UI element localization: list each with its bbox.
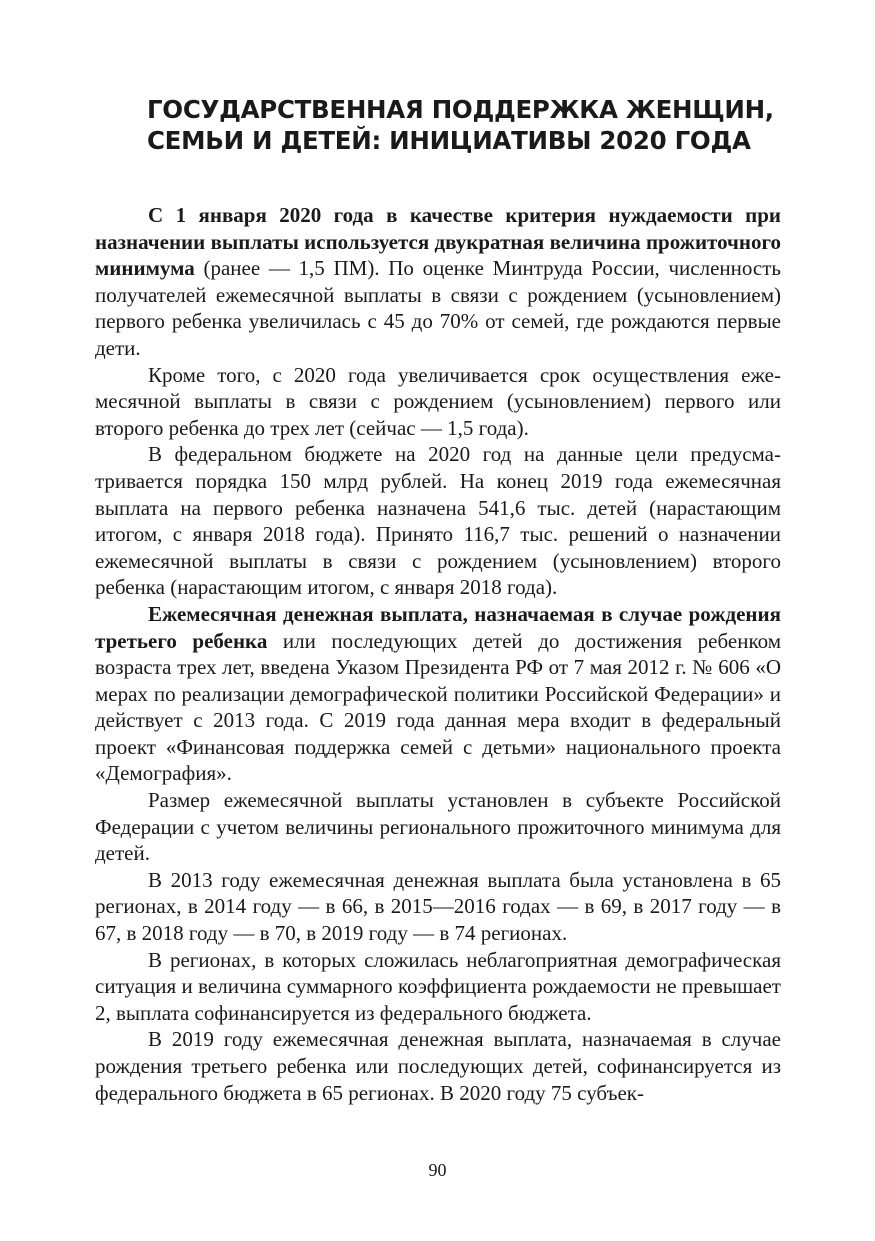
paragraph-7-text: В регионах, в которых сложилась неблагоприятная демографическая ситуация и величина суммарного коэффициента рождаемости не превышает 2, выплата софинансируется из федерального бюджета. [95, 947, 781, 1025]
paragraph-3-text: В федеральном бюджете на 2020 год на данные цели предусматривается порядка 150 млрд рублей. На конец 2019 года ежемесячная выплата на первого ребенка назначена 541,6 тыс. детей (нарастающим итогом, с января 2018 года). Принято 116,7 тыс. решений о назначении ежемесячной выплаты в связи с рождением (усыновлением) второго ребенка (нарастающим итогом, с января 2018 года). [95, 442, 781, 600]
paragraph-6-text: В 2013 году ежемесячная денежная выплата была установлена в 65 регионах, в 2014 году — в 66, в 2015—2016 годах — в 69, в 2017 году — в 67, в 2018 году — в 70, в 2019 году — в 74 регионах. [95, 867, 781, 946]
paragraph-5 [95, 787, 781, 867]
paragraph-4-bold: Ежемесячная денежная выплата, назначаемая в случае рождения третьего ребенка [95, 601, 781, 653]
title-line-2: СЕМЬИ И ДЕТЕЙ: ИНИЦИАТИВЫ 2020 ГОДА [147, 126, 751, 155]
paragraph-1-text: (ранее — 1,5 ПМ). По оценке Минтруда России, численность получателей ежемесячной выплаты в связи с рождением (усыновлением) первого ребенка увеличилась с 45 до 70% от семей, где рождаются первые дети. [95, 256, 781, 360]
paragraph-2-text: Кроме того, с 2020 года увеличивается срок осуществления ежемесячной выплаты в связи с рождением (усыновлением) первого или второго ребенка до трех лет (сейчас — 1,5 года). [95, 362, 781, 440]
paragraph-6 [95, 867, 781, 947]
paragraph-8-text: В 2019 году ежемесячная денежная выплата, назначаемая в случае рождения третьего ребенка или последующих детей, софинансируется из федерального бюджета в 65 регионах. В 2020 году 75 субъек- [95, 1027, 781, 1105]
paragraph-7 [95, 947, 781, 1027]
paragraph-1 [95, 202, 781, 362]
title-line-1: ГОСУДАРСТВЕННАЯ ПОДДЕРЖКА ЖЕНЩИН, [147, 95, 774, 124]
page-title [147, 94, 781, 156]
page-content [95, 94, 781, 1106]
paragraph-3 [95, 441, 781, 601]
paragraph-4-text: или последующих детей до достижения ребенком возраста трех лет, введена Указом Президента РФ от 7 мая 2012 г. № 606 «О мерах по реализации демографической политики Российской Федерации» и действует с 2013 года. С 2019 года данная мера входит в федеральный проект «Финансовая поддержка семей с детьми» национального проекта «Демография». [95, 628, 781, 786]
page-number: 90 [428, 1160, 447, 1180]
paragraph-5-text: Размер ежемесячной выплаты установлен в субъекте Российской Федерации с учетом величины регионального прожиточного минимума для детей. [95, 788, 781, 866]
paragraph-2 [95, 362, 781, 442]
body-text [95, 202, 781, 1106]
paragraph-1-bold: С 1 января 2020 года в качестве критерия нуждаемости при назначении выплаты используется двукратная величина прожиточного минимума [95, 203, 781, 281]
paragraph-4 [95, 601, 781, 787]
paragraph-8 [95, 1026, 781, 1106]
